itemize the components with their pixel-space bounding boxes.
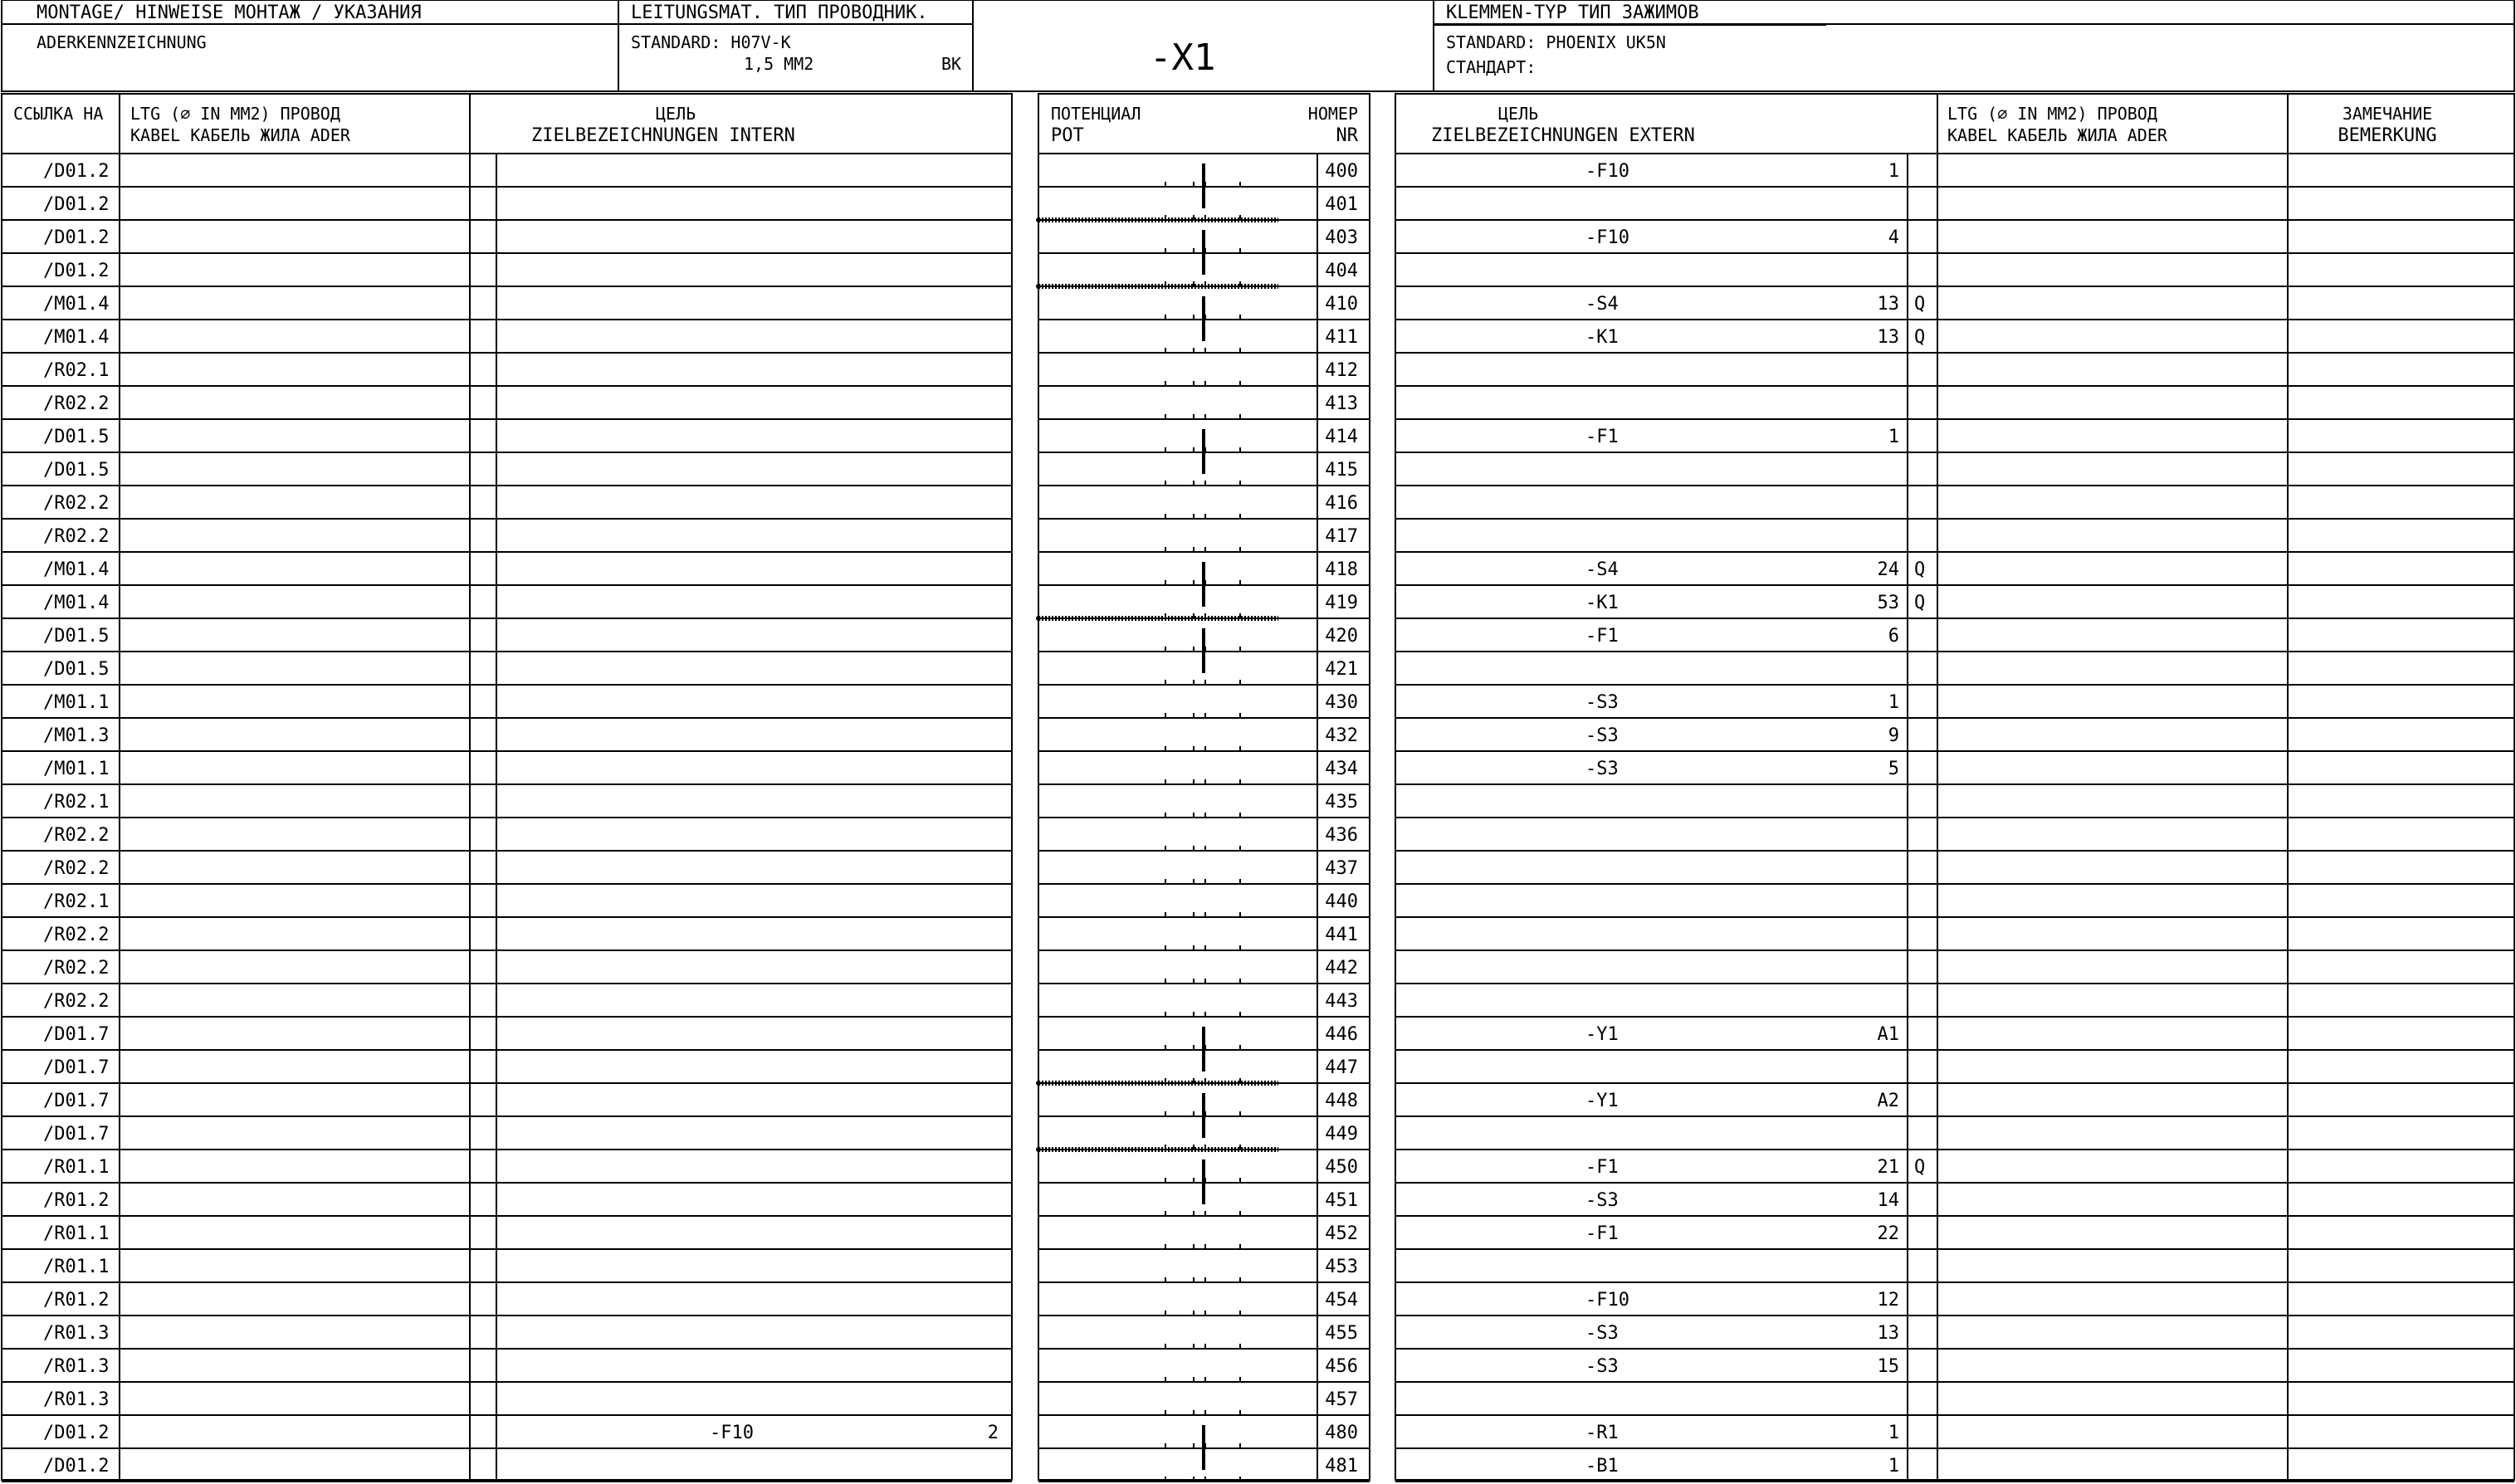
ref-cell: /M01.4	[43, 327, 110, 348]
terminal-number-cell: 443	[1325, 991, 1358, 1012]
header-remark-2: BEMERKUNG	[2338, 125, 2437, 146]
terminal-row	[2, 1257, 2514, 1282]
jumper-dot	[1036, 1081, 1041, 1086]
terminal-row	[2, 1091, 2514, 1116]
terminal-number-cell: 404	[1325, 261, 1358, 281]
ref-cell: /R01.1	[43, 1257, 110, 1277]
header-ltg-ext-1: LTG (⌀ IN MM2) ПРОВОД	[1947, 104, 2157, 124]
ref-cell: /D01.2	[43, 1456, 110, 1477]
header-ltg-int-2: KABEL КАБЕЛЬ ЖИЛА ADER	[130, 125, 350, 145]
external-pin-cell: A1	[1877, 1024, 1899, 1045]
terminal-number-cell: 451	[1325, 1190, 1358, 1211]
external-pin-cell: 53	[1877, 593, 1899, 613]
terminal-number-cell: 432	[1325, 725, 1358, 746]
terminal-row	[2, 652, 2514, 685]
jumper-dot	[1036, 1147, 1041, 1152]
terminal-row	[2, 585, 2514, 621]
terminal-row	[2, 626, 2514, 652]
terminal-number-cell: 452	[1325, 1223, 1358, 1244]
external-pin-cell: 13	[1877, 1323, 1899, 1344]
terminal-row	[2, 253, 2514, 289]
terminal-row	[2, 792, 2514, 818]
ref-cell: /M01.4	[43, 559, 110, 580]
terminal-row	[2, 320, 2514, 353]
external-pin-cell: 4	[1888, 227, 1899, 248]
terminal-number-cell: 446	[1325, 1024, 1358, 1045]
ref-cell: /D01.5	[43, 427, 110, 447]
external-pin-cell: 1	[1888, 427, 1899, 447]
leitung-standard: STANDARD: H07V-K	[631, 32, 791, 52]
terminal-number-cell: 453	[1325, 1257, 1358, 1277]
terminal-row	[2, 925, 2514, 950]
terminal-row	[2, 991, 2514, 1017]
external-pin-cell: 1	[1888, 692, 1899, 713]
ref-cell: /R02.2	[43, 958, 110, 979]
terminal-number-cell: 430	[1325, 692, 1358, 713]
ref-cell: /M01.4	[43, 294, 110, 315]
terminal-number-cell: 440	[1325, 891, 1358, 912]
ref-cell: /M01.1	[43, 692, 110, 713]
terminal-number-cell: 455	[1325, 1323, 1358, 1344]
terminal-row	[2, 1448, 2514, 1482]
terminal-row	[2, 161, 2514, 187]
external-pin-cell: 1	[1888, 161, 1899, 182]
terminal-number-cell: 449	[1325, 1124, 1358, 1145]
external-target-cell: -S4	[1585, 559, 1619, 580]
internal-pin-cell: 2	[987, 1423, 999, 1443]
terminal-row	[2, 559, 2514, 585]
terminal-row	[2, 1290, 2514, 1316]
terminal-row	[2, 692, 2514, 718]
external-pin-cell: 14	[1877, 1190, 1899, 1211]
ref-cell: /D01.2	[43, 161, 110, 182]
external-target-cell: -K1	[1585, 327, 1619, 348]
terminal-row	[2, 1116, 2514, 1152]
external-pin-cell: A2	[1877, 1091, 1899, 1111]
ref-cell: /D01.7	[43, 1057, 110, 1078]
ref-cell: /D01.7	[43, 1024, 110, 1045]
header-target-int-2: ZIELBEZEICHNUNGEN INTERN	[531, 125, 795, 146]
terminal-number-cell: 401	[1325, 194, 1358, 215]
terminal-number-cell: 434	[1325, 759, 1358, 779]
header-pot-2: POT	[1051, 125, 1084, 146]
terminal-row	[2, 493, 2514, 519]
external-target-cell: -S3	[1585, 1190, 1619, 1211]
ref-cell: /D01.2	[43, 261, 110, 281]
external-target-cell: -F1	[1585, 1157, 1619, 1178]
ref-cell: /M01.3	[43, 725, 110, 746]
terminal-number-cell: 414	[1325, 427, 1358, 447]
external-target-cell: -F10	[1585, 161, 1629, 182]
header-remark-1: ЗАМЕЧАНИЕ	[2342, 104, 2433, 124]
internal-target-cell: -F10	[710, 1423, 754, 1443]
terminal-row	[2, 427, 2514, 452]
terminal-number-cell: 403	[1325, 227, 1358, 248]
terminal-row	[2, 1183, 2514, 1216]
terminal-number-cell: 411	[1325, 327, 1358, 348]
terminal-row	[2, 360, 2514, 386]
jumper-dot	[1036, 217, 1041, 222]
ref-cell: /R02.2	[43, 858, 110, 879]
external-target-cell: -B1	[1585, 1456, 1619, 1477]
header-target-int-1: ЦЕЛЬ	[656, 104, 696, 124]
external-target-cell: -F10	[1585, 1290, 1629, 1311]
terminal-number-cell: 481	[1325, 1456, 1358, 1477]
external-pin-cell: 5	[1888, 759, 1899, 779]
header-ltg-int-1: LTG (⌀ IN MM2) ПРОВОД	[130, 104, 340, 124]
external-target-cell: -F1	[1585, 427, 1619, 447]
terminal-number-cell: 419	[1325, 593, 1358, 613]
external-target-cell: -S3	[1585, 725, 1619, 746]
header-ltg-ext-2: KABEL КАБЕЛЬ ЖИЛА ADER	[1947, 125, 2167, 145]
ref-cell: /D01.7	[43, 1091, 110, 1111]
external-target-cell: -Y1	[1585, 1024, 1619, 1045]
external-pin-cell: 13	[1877, 294, 1899, 315]
terminal-number-cell: 410	[1325, 294, 1358, 315]
header-nr-1: НОМЕР	[1307, 104, 1358, 124]
ref-cell: /R01.3	[43, 1389, 110, 1410]
terminal-row	[2, 725, 2514, 751]
terminal-number-cell: 436	[1325, 825, 1358, 846]
ref-cell: /D01.2	[43, 1423, 110, 1443]
ref-cell: /R02.2	[43, 991, 110, 1012]
ref-cell: /R02.2	[43, 825, 110, 846]
terminal-row	[2, 1024, 2514, 1050]
external-pin-cell: 12	[1877, 1290, 1899, 1311]
external-target-cell: -Y1	[1585, 1091, 1619, 1111]
terminal-row	[2, 1050, 2514, 1086]
ref-cell: /R02.2	[43, 393, 110, 414]
external-target-cell: -S4	[1585, 294, 1619, 315]
ref-cell: /D01.5	[43, 626, 110, 647]
external-target-cell: -F10	[1585, 227, 1629, 248]
q-marker-cell: Q	[1914, 593, 1926, 613]
terminal-number-cell: 454	[1325, 1290, 1358, 1311]
terminal-number-cell: 417	[1325, 526, 1358, 547]
external-target-cell: -S3	[1585, 692, 1619, 713]
terminal-number-cell: 441	[1325, 925, 1358, 945]
jumper-dot	[1036, 284, 1041, 289]
terminal-row	[2, 825, 2514, 851]
ref-cell: /R01.1	[43, 1223, 110, 1244]
external-target-cell: -F1	[1585, 1223, 1619, 1244]
ref-cell: /R02.2	[43, 925, 110, 945]
terminal-row	[2, 227, 2514, 253]
ref-cell: /M01.4	[43, 593, 110, 613]
terminal-number-cell: 435	[1325, 792, 1358, 813]
external-target-cell: -R1	[1585, 1423, 1619, 1443]
terminal-row	[2, 958, 2514, 984]
terminal-row	[2, 891, 2514, 917]
terminal-rows	[2, 161, 2514, 1482]
external-target-cell: -S3	[1585, 1323, 1619, 1344]
external-pin-cell: 24	[1877, 559, 1899, 580]
terminal-row	[2, 393, 2514, 419]
klemmen-standard-ru: СТАНДАРТ:	[1446, 57, 1536, 77]
ref-cell: /D01.7	[43, 1124, 110, 1145]
terminal-row	[2, 1423, 2514, 1448]
header-pot-1: ПОТЕНЦИАЛ	[1051, 104, 1141, 124]
terminal-number-cell: 421	[1325, 659, 1358, 680]
terminal-row	[2, 452, 2514, 486]
header-target-ext-1: ЦЕЛЬ	[1498, 104, 1539, 124]
jumper-dot	[1036, 616, 1041, 621]
terminal-number-cell: 450	[1325, 1157, 1358, 1178]
mid-table-header-frame	[1038, 94, 1370, 154]
external-pin-cell: 9	[1888, 725, 1899, 746]
terminal-number-cell: 456	[1325, 1356, 1358, 1377]
terminal-number-cell: 480	[1325, 1423, 1358, 1443]
q-marker-cell: Q	[1914, 1157, 1926, 1178]
leitung-size: 1,5 MM2	[744, 54, 814, 74]
header-ref: ССЫЛКА НА	[13, 104, 104, 124]
external-pin-cell: 21	[1877, 1157, 1899, 1178]
terminal-number-cell: 400	[1325, 161, 1358, 182]
external-target-cell: -S3	[1585, 759, 1619, 779]
external-pin-cell: 1	[1888, 1456, 1899, 1477]
q-marker-cell: Q	[1914, 327, 1926, 348]
external-target-cell: -F1	[1585, 626, 1619, 647]
ref-cell: /D01.2	[43, 194, 110, 215]
terminal-row	[2, 294, 2514, 320]
terminal-number-cell: 442	[1325, 958, 1358, 979]
ref-cell: /D01.2	[43, 227, 110, 248]
montage-label: MONTAGE/ HINWEISE МОНТАЖ / УКАЗАНИЯ	[37, 2, 422, 23]
terminal-row	[2, 1157, 2514, 1183]
ref-cell: /R02.2	[43, 526, 110, 547]
ref-cell: /R01.2	[43, 1290, 110, 1311]
terminal-row	[2, 526, 2514, 552]
external-pin-cell: 13	[1877, 327, 1899, 348]
terminal-row	[2, 187, 2514, 222]
terminal-number-cell: 437	[1325, 858, 1358, 879]
ref-cell: /R02.2	[43, 493, 110, 514]
strip-name: -X1	[1150, 37, 1216, 79]
terminal-number-cell: 416	[1325, 493, 1358, 514]
terminal-number-cell: 420	[1325, 626, 1358, 647]
aderkenn-label: ADERKENNZEICHNUNG	[37, 32, 207, 52]
ref-cell: /D01.5	[43, 659, 110, 680]
ref-cell: /R01.2	[43, 1190, 110, 1211]
terminal-number-cell: 415	[1325, 460, 1358, 481]
terminal-number-cell: 448	[1325, 1091, 1358, 1111]
terminal-row	[2, 1389, 2514, 1415]
terminal-number-cell: 418	[1325, 559, 1358, 580]
ref-cell: /R01.3	[43, 1323, 110, 1344]
ref-cell: /R02.1	[43, 792, 110, 813]
terminal-number-cell: 412	[1325, 360, 1358, 381]
external-target-cell: -K1	[1585, 593, 1619, 613]
terminal-number-cell: 457	[1325, 1389, 1358, 1410]
ref-cell: /R01.3	[43, 1356, 110, 1377]
external-pin-cell: 15	[1877, 1356, 1899, 1377]
external-target-cell: -S3	[1585, 1356, 1619, 1377]
terminal-row	[2, 1223, 2514, 1249]
leitung-label: LEITUNGSMAT. ТИП ПРОВОДНИК.	[631, 2, 928, 23]
external-pin-cell: 1	[1888, 1423, 1899, 1443]
ref-cell: /R02.1	[43, 891, 110, 912]
leitung-color: BK	[941, 54, 962, 74]
terminal-row	[2, 759, 2514, 784]
header-target-ext-2: ZIELBEZEICHNUNGEN EXTERN	[1431, 125, 1695, 146]
header-nr-2: NR	[1336, 125, 1358, 146]
terminal-row	[2, 858, 2514, 884]
klemmen-standard: STANDARD: PHOENIX UK5N	[1446, 32, 1666, 52]
terminal-row	[2, 1356, 2514, 1382]
ref-cell: /R02.1	[43, 360, 110, 381]
q-marker-cell: Q	[1914, 294, 1926, 315]
q-marker-cell: Q	[1914, 559, 1926, 580]
ref-cell: /M01.1	[43, 759, 110, 779]
external-pin-cell: 22	[1877, 1223, 1899, 1244]
terminal-row	[2, 1323, 2514, 1349]
terminal-number-cell: 413	[1325, 393, 1358, 414]
external-pin-cell: 6	[1888, 626, 1899, 647]
ref-cell: /R01.1	[43, 1157, 110, 1178]
ref-cell: /D01.5	[43, 460, 110, 481]
klemmen-label: KLEMMEN-TYP ТИП ЗАЖИМОВ	[1446, 2, 1699, 23]
terminal-number-cell: 447	[1325, 1057, 1358, 1078]
